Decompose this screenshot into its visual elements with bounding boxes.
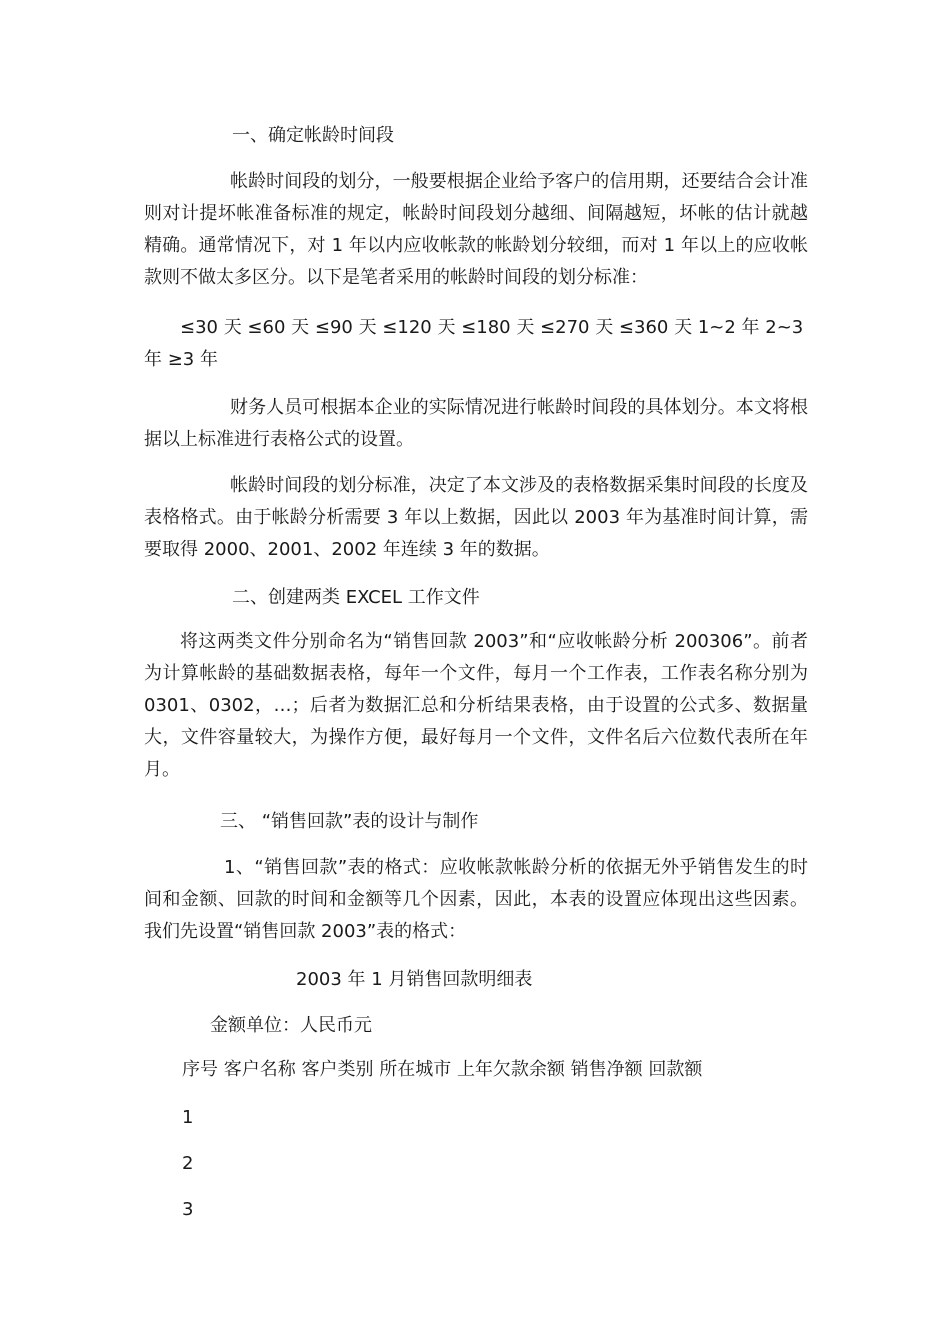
table-row-number: 3 <box>182 1199 194 1220</box>
column-header: 客户类别 <box>301 1059 374 1080</box>
section-heading-2: 二、创建两类 EXCEL 工作文件 <box>232 587 480 608</box>
section-heading-1: 一、确定帐龄时间段 <box>232 125 394 146</box>
paragraph-data-period: 帐龄时间段的划分标准，决定了本文涉及的表格数据采集时间段的长度及表格格式。由于帐龄分析需要 3 年以上数据，因此以 2003 年为基准时间计算，需要取得 2000、2001、2002 年连续 3 年的数据。 <box>144 475 808 560</box>
table-header-row <box>182 1058 702 1082</box>
column-header: 回款额 <box>648 1059 703 1080</box>
column-header: 上年欠款余额 <box>456 1059 565 1080</box>
paragraph-aging-division: 帐龄时间段的划分，一般要根据企业给予客户的信用期，还要结合会计准则对计提坏帐准备标准的规定，帐龄时间段划分越细、间隔越短，坏帐的估计就越精确。通常情况下，对 1 年以内应收帐款的帐龄划分较细，而对 1 年以上的应收帐款则不做太多区分。以下是笔者采用的帐龄时间段的划分标准： <box>144 171 808 288</box>
column-header: 销售净额 <box>570 1059 643 1080</box>
aging-ranges-text: ≤30 天 ≤60 天 ≤90 天 ≤120 天 ≤180 天 ≤270 天 ≤360 天 1~2 年 2~3 年 ≥3 年 <box>144 317 804 370</box>
amount-unit: 金额单位：人民币元 <box>210 1015 372 1036</box>
paragraph-excel-files: 将这两类文件分别命名为“销售回款 2003”和“应收帐龄分析 200306”。前者为计算帐龄的基础数据表格，每年一个文件，每月一个工作表，工作表名称分别为 0301、0302，…；后者为数据汇总和分析结果表格，由于设置的公式多、数据量大，文件容量较大，为操作方便，最好每月一个文件，文件名后六位数代表所在年月。 <box>144 631 808 780</box>
section-heading-3: 三、 “销售回款”表的设计与制作 <box>220 811 479 832</box>
table-row-number: 1 <box>182 1107 194 1128</box>
paragraph-sales-return-format: 1、“销售回款”表的格式：应收帐款帐龄分析的依据无外乎销售发生的时间和金额、回款的时间和金额等几个因素，因此，本表的设置应体现出这些因素。我们先设置“销售回款 2003”表的格式： <box>144 857 808 942</box>
table-row-number: 2 <box>182 1153 194 1174</box>
paragraph-finance-staff: 财务人员可根据本企业的实际情况进行帐龄时间段的具体划分。本文将根据以上标准进行表格公式的设置。 <box>144 397 808 450</box>
table-title: 2003 年 1 月销售回款明细表 <box>296 969 533 990</box>
column-header: 所在城市 <box>379 1059 452 1080</box>
column-header: 序号 <box>182 1059 218 1080</box>
column-header: 客户名称 <box>223 1059 296 1080</box>
